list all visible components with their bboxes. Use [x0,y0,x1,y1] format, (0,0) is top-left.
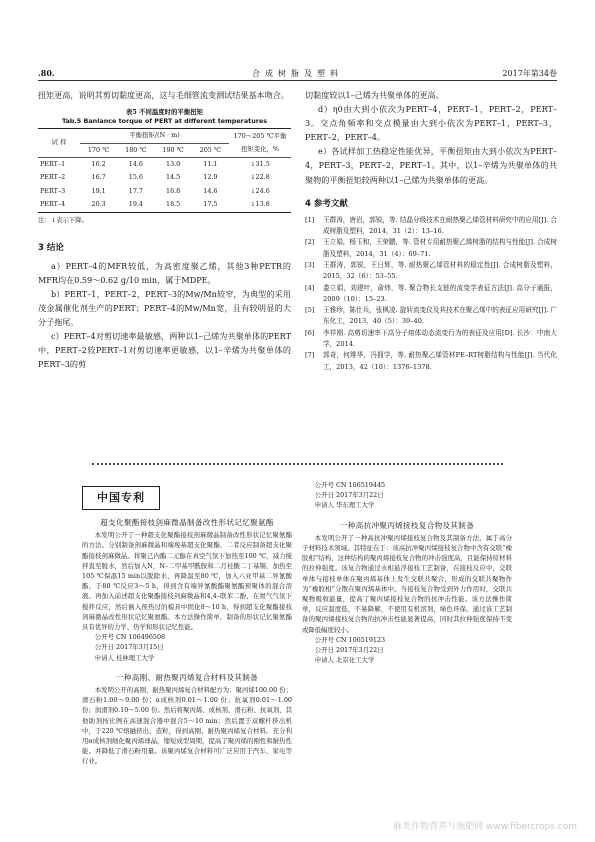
table-cell: PERT–3 [40,186,66,195]
table-row [38,185,291,198]
table-cell: 12.9 [203,173,218,182]
section-divider [92,463,503,465]
table-cell: 14.6 [128,159,143,168]
page-number: .80. [38,68,55,78]
table-header-change: 170～205 ℃平衡扭矩变化，% [229,129,291,158]
table-note: 注：↓表示下降。 [38,215,89,224]
table-caption-en: Tab.5 Banlance torque of PERT at different temperatures [61,117,268,126]
reference-list [305,215,557,373]
table-cell: ↓24.6 [250,186,270,195]
section-title-conclusion: 3 结论 [38,242,64,253]
table-header-torque: 平衡扭矩/(N · m) [80,129,229,143]
table-cell: 20.3 [80,198,117,212]
page-header [38,66,557,81]
patent-pub-no: 公开号 CN 106496508 [94,633,166,642]
watermark: 麻类作物营养与施肥网 www.fibercrops.com [393,822,577,832]
table-caption-cn: 表5 不同温度时的平衡扭矩 [126,108,203,117]
patent-left-column [82,514,292,767]
intro-paragraph: 扭矩更高，说明其剪切黏度更高，这与毛细管流变测试结果基本吻合。 [38,90,289,100]
table-cell: 14.5 [166,173,181,182]
table-header-temp: 170 ℃ [80,143,117,157]
table-cell: ↓31.5 [250,159,270,168]
table-cell: 15.6 [128,173,143,182]
patent-applicant: 申请人 桂林理工大学 [94,653,155,662]
table-cell: 17.5 [192,198,229,212]
table-row [38,171,291,184]
table-row [38,157,291,171]
table-header-temp: 205 ℃ [192,143,229,157]
patent-body: 本发明公开的高刚、耐热聚丙烯复合材料配方为：聚丙烯100.00 份；滑石粉1.00～9.00 份；α成核剂0.01～1.00 份；抗氧剂0.01～1.00 份；润滑剂0.10～5.00 份。然后将聚丙烯、成核剂、滑石粉、抗氧剂、其他助剂按比例在高速混合器中混合5～10 min；然后置于双螺杆挤出机中，于220 ℃熔融挤出、造粒，得到高刚、耐热聚丙烯复合材料。充分利用α成核剂细化聚丙烯球晶，缩短成型周期，提高了聚丙烯的刚性和耐热性能。并降低了滑石粉用量。该聚丙烯复合材料可广泛应用于汽车、家电等行业。 [82,686,292,766]
patent-right-column [302,480,512,665]
table-cell: 16.7 [91,173,106,182]
reference-item: [3] 王群涛，郭锐，王日辉，等. 耐热聚乙烯管材料的稳定性[J]. 合成树脂及塑料，2015，32（6）：53–55. [305,260,557,281]
patent-title: 超支化聚酯接枝剑麻微晶制备改性形状记忆聚氨酯 [100,518,274,527]
table-cell: 13.0 [166,159,181,168]
table-cell: PERT–4 [38,198,80,212]
reference-item: [6] 李祥刚. 高剪切速率下高分子熔体动态流变行为的表征及应用[D]. 长沙：中南大学，2014. [305,328,557,349]
conclusion-b: b）PERT–1，PERT–2，PERT–3的Mw/Mn较窄，为典型的采用茂金属催化剂生产的PERT；PERT–4的Mw/Mn宽，且有较明显的大分子拖尾。 [38,288,291,327]
patent-section-box: 中国专利 [82,486,160,510]
reference-item: [5] 王雅珍，陈仕兵，张枫凌. 旋转流变仪及其技术在聚乙烯中的表征应用研究[J]. 广东化工，2013，40（5）：39–40. [305,306,557,326]
table-cell: ↓22.8 [250,173,270,182]
table-cell: PERT–2 [40,173,66,182]
journal-name: 合成树脂及塑料 [252,69,343,78]
year-volume: 2017年第34卷 [502,69,557,78]
patent-body: 本发明公开了一种高抗冲聚丙烯接枝复合物及其制备方法，属于高分子材料技术领域。其特征在于：该高抗冲聚丙烯接枝复合物中含有交联“橡胶相”结构，这种结构的聚丙烯接枝复合物的冲击强度高，且能保持原材料的拉伸强度。该复合物通过水相悬浮接枝工艺制备，在接枝反应中，交联单体与接枝单体在聚丙烯基体上发生交联共聚合，形成的交联共聚物作为“橡胶相”分散在聚丙烯基体中。当接枝复合物受到外力作用时，交联共聚物吸收能量，提高了聚丙烯接枝复合物的抗冲击性能。该方法操作简单，反应温度低，不易降解，不使用有机溶剂，绿色环保。通过该工艺制备的聚丙烯接枝复合物的抗冲击性能显著提高，同时其拉伸强度保持不变或降低幅度较小。 [302,533,512,634]
reference-item: [2] 王立娟，杨玉和，王荣鹏，等. 管材专用耐热聚乙烯树脂的结构与性能[J]. 合成树脂及塑料，2014，31（4）：69–71. [305,238,557,258]
reference-item: [1] 王群涛，唐岩，郭锐，等. 结晶分级技术在耐热聚乙烯管材料研究中的应用[J]. 合成树脂及塑料，2014，31（2）：13–16. [305,215,557,236]
left-column [38,88,291,371]
table-header-sample: 试 样 [38,129,80,158]
table-header-temp: 190 ℃ [155,143,192,157]
reference-item: [7] 郭奇，何维华，冯拥学，等. 耐热聚乙烯管材PE–RT树脂结构与性能[J]. 当代化工，2013，42（10）：1376–1378. [305,351,557,371]
patent-body: 本发明公开了一种超支化聚酯接枝剑麻微晶制备改性形状记忆聚氨酯的方法。分别制备剑麻微晶和端羧基超支化聚酯，二者反应制备超支化聚酯接枝剑麻微晶。将聚己内酯二元醇在真空气氛下加热至100 ℃，减力搅拌直至脱水，然后加入N，N–二甲基甲酰胺和二月桂酸二丁基锡，加热至105 ℃保温15 min以脱除水，再降温至80 ℃，加入六亚甲基二异氰酸酯，于80 ℃反应3～5 h，得到含有端异氰酸酯聚氨酯预聚体的混合溶液。再加入前述超支化聚酯接枝剑麻微晶和4,4–联苯二酚，在氮气气氛下搅拌反应，然后倒入预热过的模具中固化8～10 h，得到超支化聚酯接枝剑麻微晶改性形状记忆聚氨酯。本方法操作简单，制备的形状记忆聚氨酯具有优异的力学、热学和形状记忆性能。 [82,531,292,632]
table-row [38,198,291,212]
section-title-references: 4 参考文献 [305,198,348,209]
patent-pub-no: 公开号 CN 106519445 [314,481,386,489]
patent-title: 一种高刚、耐热聚丙烯复合材料及其制备 [115,672,259,682]
table-cell: 17.7 [128,186,143,195]
table-cell: 18.5 [155,198,192,212]
table-cell: 16.2 [91,159,106,168]
patent-pub-date: 公开日 2017年3月22日 [314,646,384,655]
conclusion-d: d）η0由大到小依次为PERT–4，PERT–1，PERT–2，PERT–3。交点角频率和交点模量由大到小依次为PERT–1，PERT–3，PERT–2，PERT–4。 [305,104,557,143]
table-cell: 16.8 [166,186,181,195]
table-cell: 19.1 [91,186,106,195]
conclusion-a: a）PERT–4的MFR较低，为高密度聚乙烯，其他3种PETR的MFR均在0.59～0.62 g/10 min，属于MDPE。 [38,260,291,285]
patent-title: 一种高抗冲聚丙烯接枝复合物及其制备 [339,520,475,530]
patent-applicant: 申请人 北京化工大学 [314,656,375,665]
reference-item: [4] 娄立娟，刘建叶，俞炜，等. 聚合物长支链的流变学表征方法[J]. 高分子通报，2009（10）：15–23. [305,283,557,303]
patent-pub-date: 公开日 2017年3月22日 [314,491,384,500]
table-cell: PERT–1 [40,159,66,168]
torque-table [38,128,291,212]
right-column [305,88,557,373]
table-cell: 14.6 [203,186,218,195]
conclusion-c: c）PERT–4对剪切速率最敏感，两种以1–己烯为共聚单体的PERT中，PERT–2较PERT–1对剪切速率更敏感，以1–辛烯为共聚单体的PERT–3的剪 [38,331,291,370]
table-cell: ↓13.8 [229,198,291,212]
patent-applicant: 申请人 华东理工大学 [314,501,375,510]
conclusion-c-cont: 切黏度较以1–己烯为共聚单体的更高。 [305,90,444,100]
patent-pub-no: 公开号 CN 106519123 [314,635,386,644]
patent-pub-date: 公开日 2017年3月15日 [94,643,164,652]
table-cell: 11.1 [203,159,218,168]
table-header-temp: 180 ℃ [117,143,154,157]
table-cell: 19.4 [117,198,154,212]
conclusion-e: e）各试样加工热稳定性能优异，平衡扭矩由大到小依次为PERT–4，PERT–3，PERT–2，PERT–1。其中，以1–辛烯为共聚单体的共聚物的平衡扭矩较两种以1–己烯为共聚单体的更高。 [305,146,557,185]
